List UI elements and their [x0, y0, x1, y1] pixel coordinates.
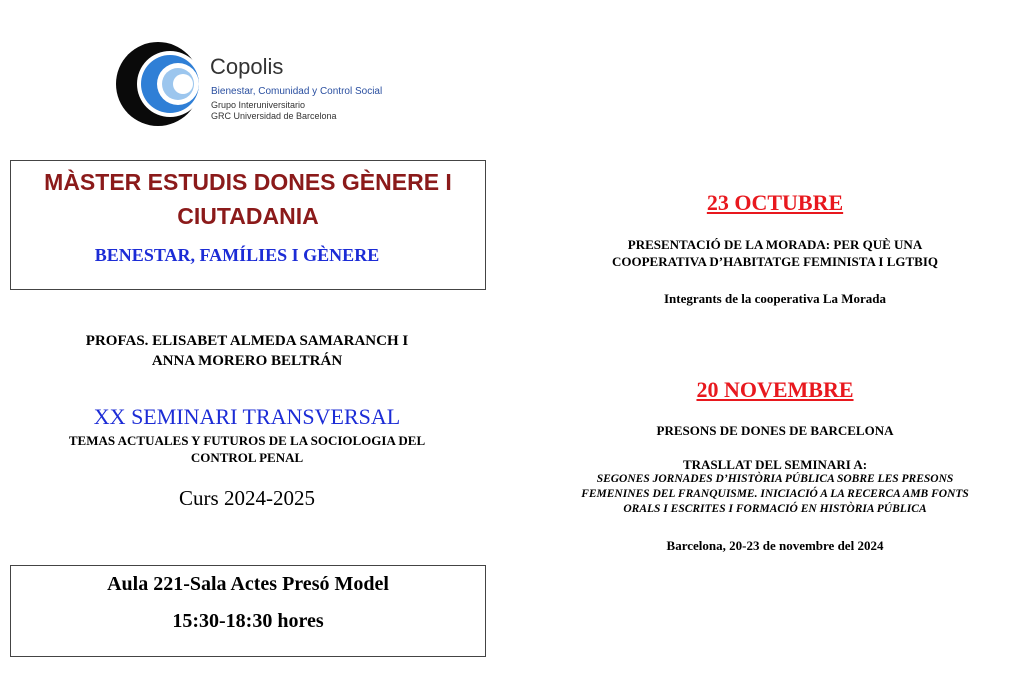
room-location: Aula 221-Sala Actes Presó Model [107, 573, 389, 595]
event-1-title-line-1: PRESENTACIÓ DE LA MORADA: PER QUÈ UNA [627, 237, 923, 252]
seminar-topic-line-2: CONTROL PENAL [190, 450, 304, 465]
event-2-location: Barcelona, 20-23 de novembre del 2024 [666, 538, 884, 553]
event-1-date: 23 OCTUBRE [706, 190, 844, 215]
event-2-date: 20 NOVEMBRE [696, 377, 854, 402]
professors-line-2: ANNA MORERO BELTRÁN [151, 353, 343, 369]
logo-line-2: GRC Universidad de Barcelona [211, 111, 337, 121]
event-2-details-line-1: SEGONES JORNADES D’HISTÒRIA PÚBLICA SOBRE LES PRESONS [596, 473, 954, 485]
master-subtitle: BENESTAR, FAMÍLIES I GÈNERE [94, 245, 380, 265]
event-2-title: PRESONS DE DONES DE BARCELONA [656, 423, 894, 438]
event-2-details-line-2: FEMENINES DEL FRANQUISME. INICIACIÓ A LA RECERCA AMB FONTS [581, 488, 969, 500]
event-2-transfer-label: TRASLLAT DEL SEMINARI A: [682, 457, 868, 472]
seminar-topic-line-1: TEMAS ACTUALES Y FUTUROS DE LA SOCIOLOGIA DEL [68, 433, 426, 448]
event-2-details-line-3: ORALS I ESCRITES I FORMACIÓ EN HISTÒRIA PÚBLICA [623, 503, 927, 515]
professors-line-1: PROFAS. ELISABET ALMEDA SAMARANCH I [85, 333, 409, 349]
session-hours: 15:30-18:30 hores [172, 610, 324, 632]
master-title-line-1: MÀSTER ESTUDIS DONES GÈNERE I [44, 169, 452, 195]
course-year: Curs 2024-2025 [179, 486, 315, 510]
master-title-box [10, 160, 486, 290]
logo-name: Copolis [210, 54, 284, 79]
room-box [10, 565, 486, 657]
event-1-title-line-2: COOPERATIVA D’HABITATGE FEMINISTA I LGTBIQ [611, 254, 939, 269]
logo-line-1: Grupo Interuniversitario [211, 100, 306, 110]
master-title-line-2: CIUTADANIA [177, 203, 319, 229]
copolis-logo-mark-icon [112, 40, 207, 135]
seminar-title: XX SEMINARI TRANSVERSAL [93, 404, 401, 429]
copolis-logo [112, 40, 412, 130]
event-1-speakers: Integrants de la cooperativa La Morada [663, 291, 887, 306]
logo-subtitle: Bienestar, Comunidad y Control Social [211, 86, 383, 97]
